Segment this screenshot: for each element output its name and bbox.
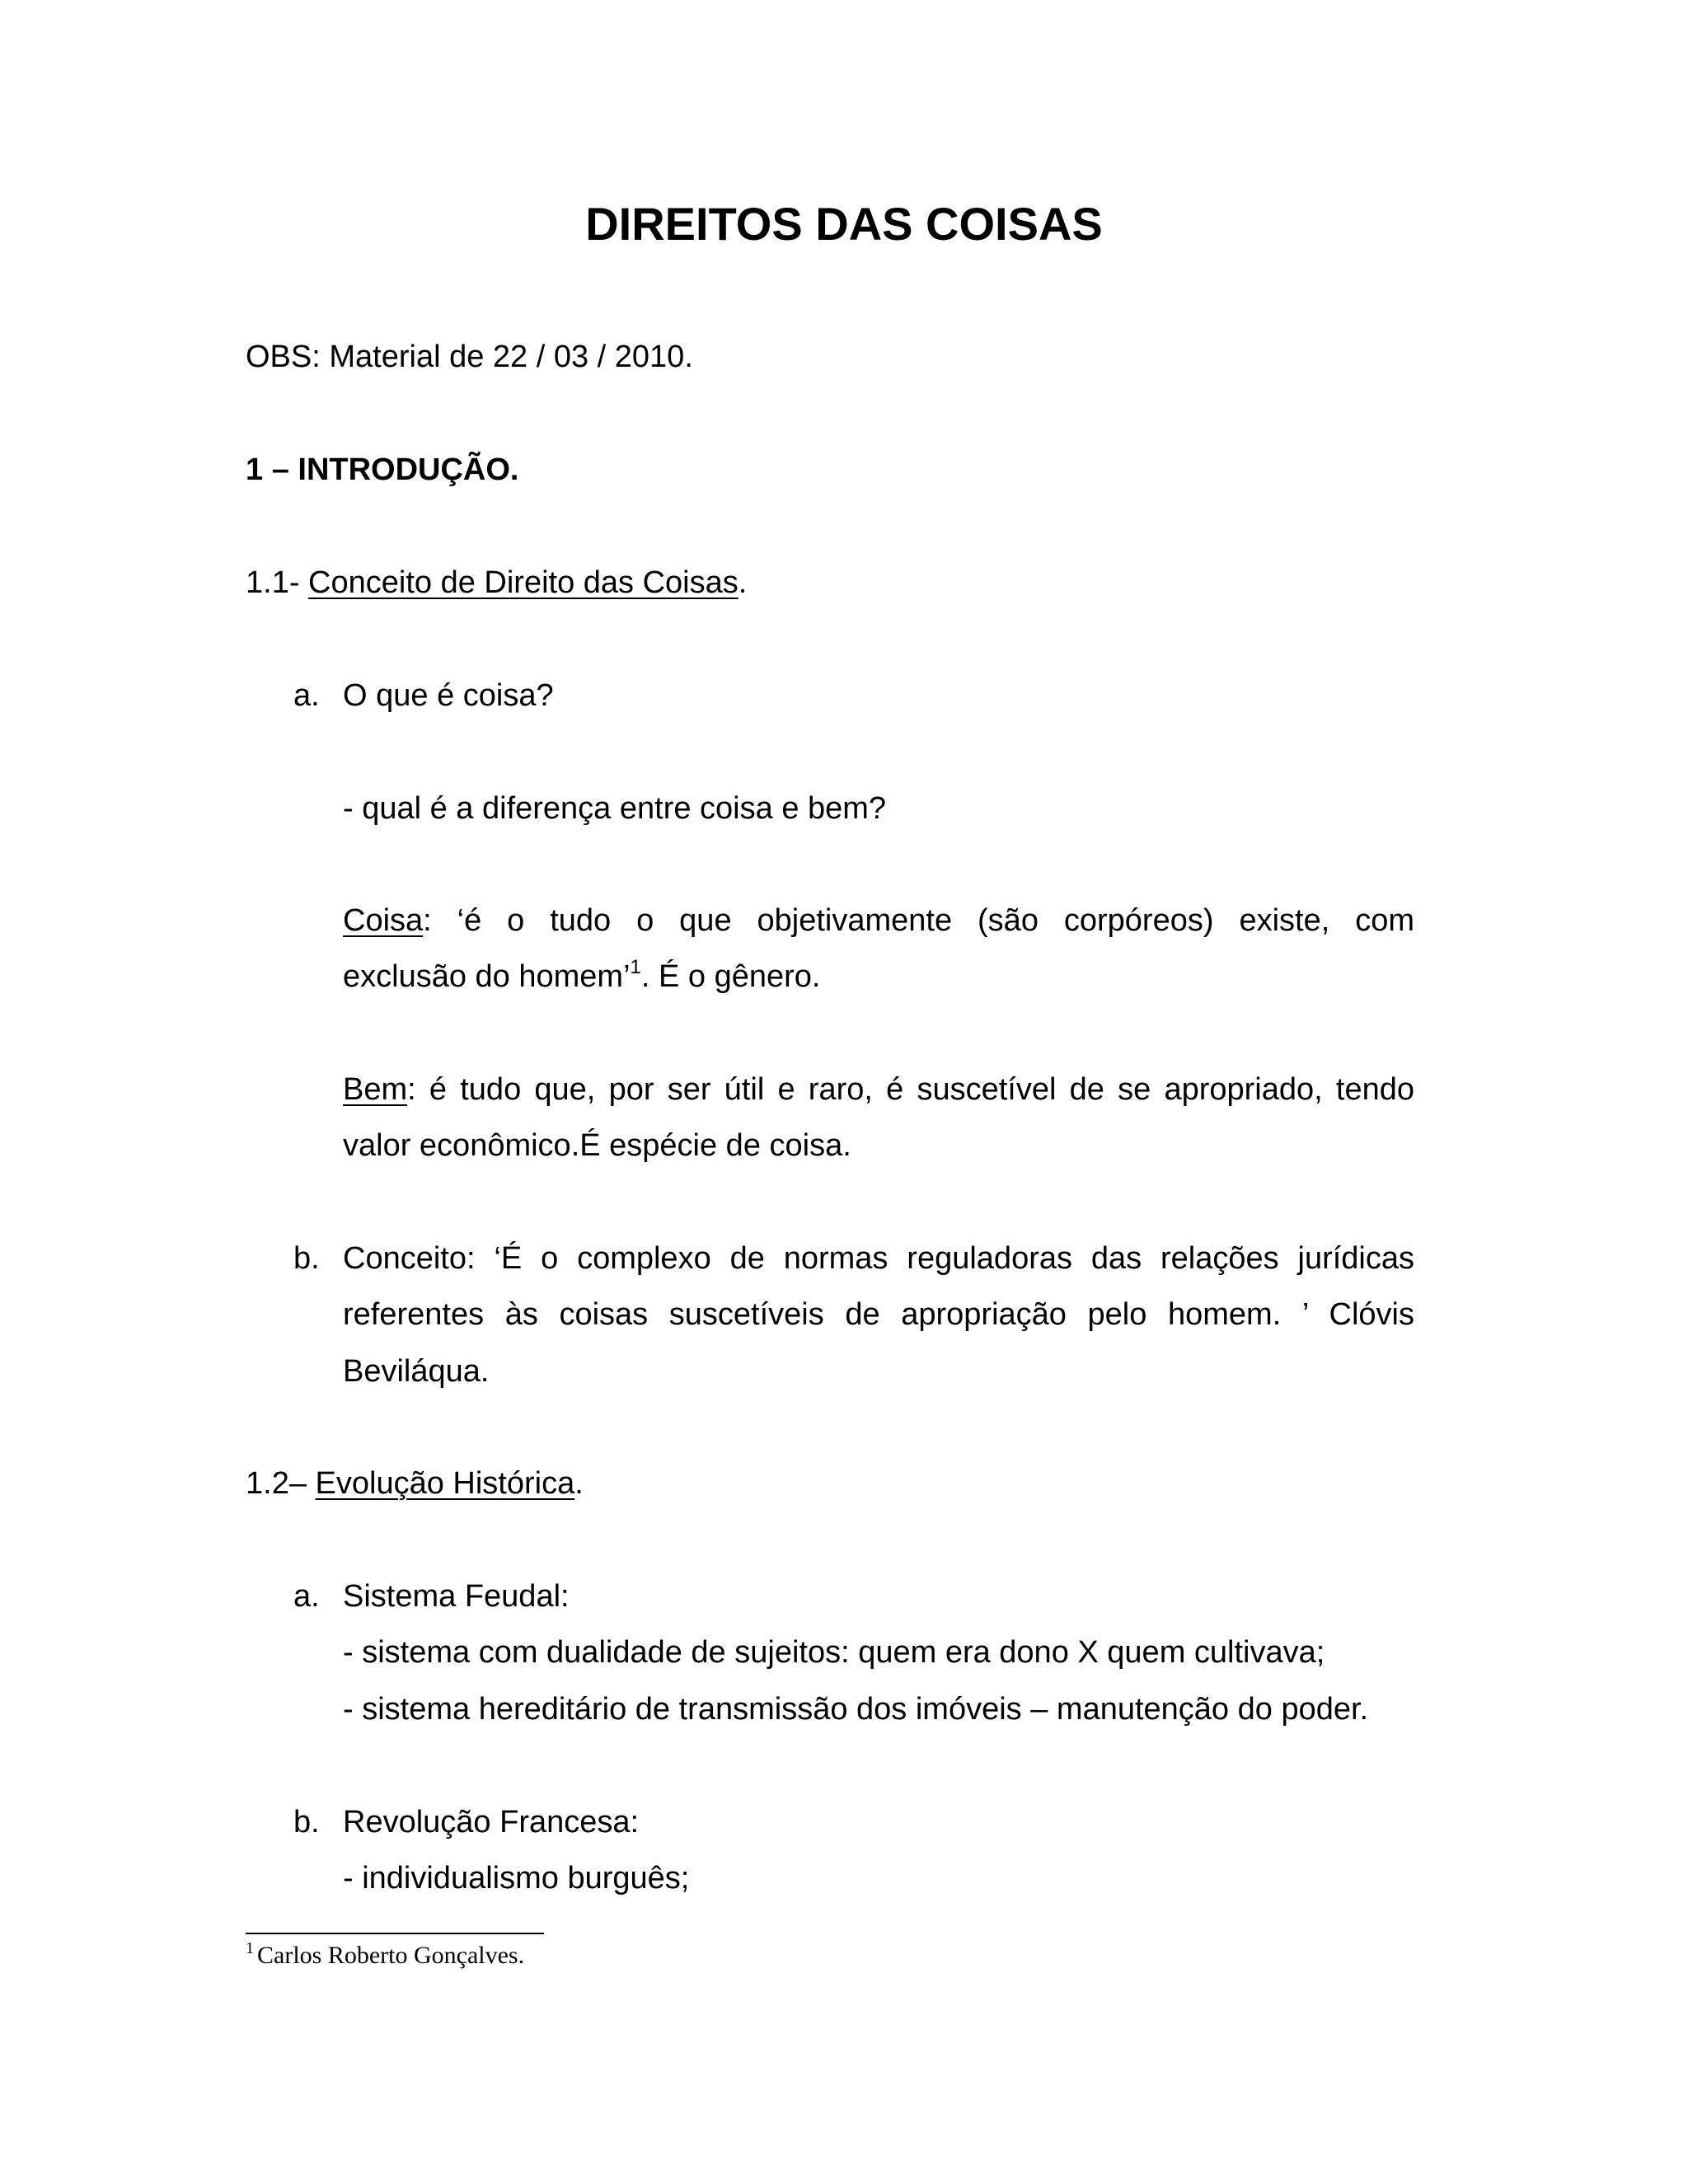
list-marker-b: b. — [293, 1805, 320, 1840]
subsection-heading-conceito — [246, 564, 747, 602]
sistema-feudal-line2: - sistema hereditário de transmissão dos imóveis – manutenção do poder. — [343, 1692, 1369, 1727]
obs-note: OBS: Material de 22 / 03 / 2010. — [246, 340, 693, 374]
subsection-suffix: . — [738, 565, 748, 600]
coisa-text-cont: exclusão do homem’ — [343, 959, 631, 994]
footnote-reference[interactable]: 1 — [630, 956, 641, 978]
coisa-term: Coisa — [343, 903, 424, 938]
subsection-number: 1.2– — [246, 1466, 316, 1501]
bem-text: : é tudo que, por ser útil e raro, é suscetível de se apropriado, tendo — [407, 1072, 1414, 1107]
conceito-line1: Conceito: ‘É o complexo de normas reguladoras das relações jurídicas — [343, 1241, 1414, 1276]
subsection-number: 1.1- — [246, 565, 309, 600]
bem-definition-line1 — [343, 1071, 1414, 1108]
sistema-feudal-line1: - sistema com dualidade de sujeitos: quem era dono X quem cultivava; — [343, 1635, 1325, 1670]
footnote-number: 1 — [246, 1939, 254, 1957]
subsection-title: Conceito de Direito das Coisas — [308, 565, 738, 600]
document-title: DIREITOS DAS COISAS — [585, 198, 1103, 250]
revolucao-francesa-title: Revolução Francesa: — [343, 1805, 640, 1840]
sistema-feudal-title: Sistema Feudal: — [343, 1579, 570, 1614]
subsection-suffix: . — [574, 1466, 584, 1501]
sub-question: - qual é a diferença entre coisa e bem? — [343, 791, 887, 826]
revolucao-francesa-line1: - individualismo burguês; — [343, 1861, 690, 1896]
coisa-definition-line1 — [343, 902, 1414, 940]
section-heading-introducao: 1 – INTRODUÇÃO. — [246, 452, 519, 487]
list-marker-a: a. — [293, 678, 320, 713]
subsection-title: Evolução Histórica — [315, 1466, 575, 1501]
conceito-line3: Beviláqua. — [343, 1354, 490, 1389]
list-marker-a: a. — [293, 1579, 320, 1614]
bem-term: Bem — [343, 1072, 408, 1107]
list-item-question: O que é coisa? — [343, 678, 554, 713]
bem-definition-line2: valor econômico.É espécie de coisa. — [343, 1128, 851, 1163]
coisa-text: : ‘é o tudo o que objetivamente (são corpóreos) existe, com — [423, 903, 1414, 938]
footnote-separator — [246, 1933, 544, 1934]
conceito-line2: referentes às coisas suscetíveis de apropriação pelo homem. ’ Clóvis — [343, 1297, 1414, 1332]
coisa-definition-line2 — [343, 958, 820, 996]
list-marker-b: b. — [293, 1241, 320, 1276]
footnote — [246, 1941, 524, 1971]
footnote-text: Carlos Roberto Gonçalves. — [257, 1942, 525, 1969]
subsection-heading-evolucao — [246, 1465, 584, 1502]
coisa-text-end: . É o gênero. — [640, 959, 821, 994]
